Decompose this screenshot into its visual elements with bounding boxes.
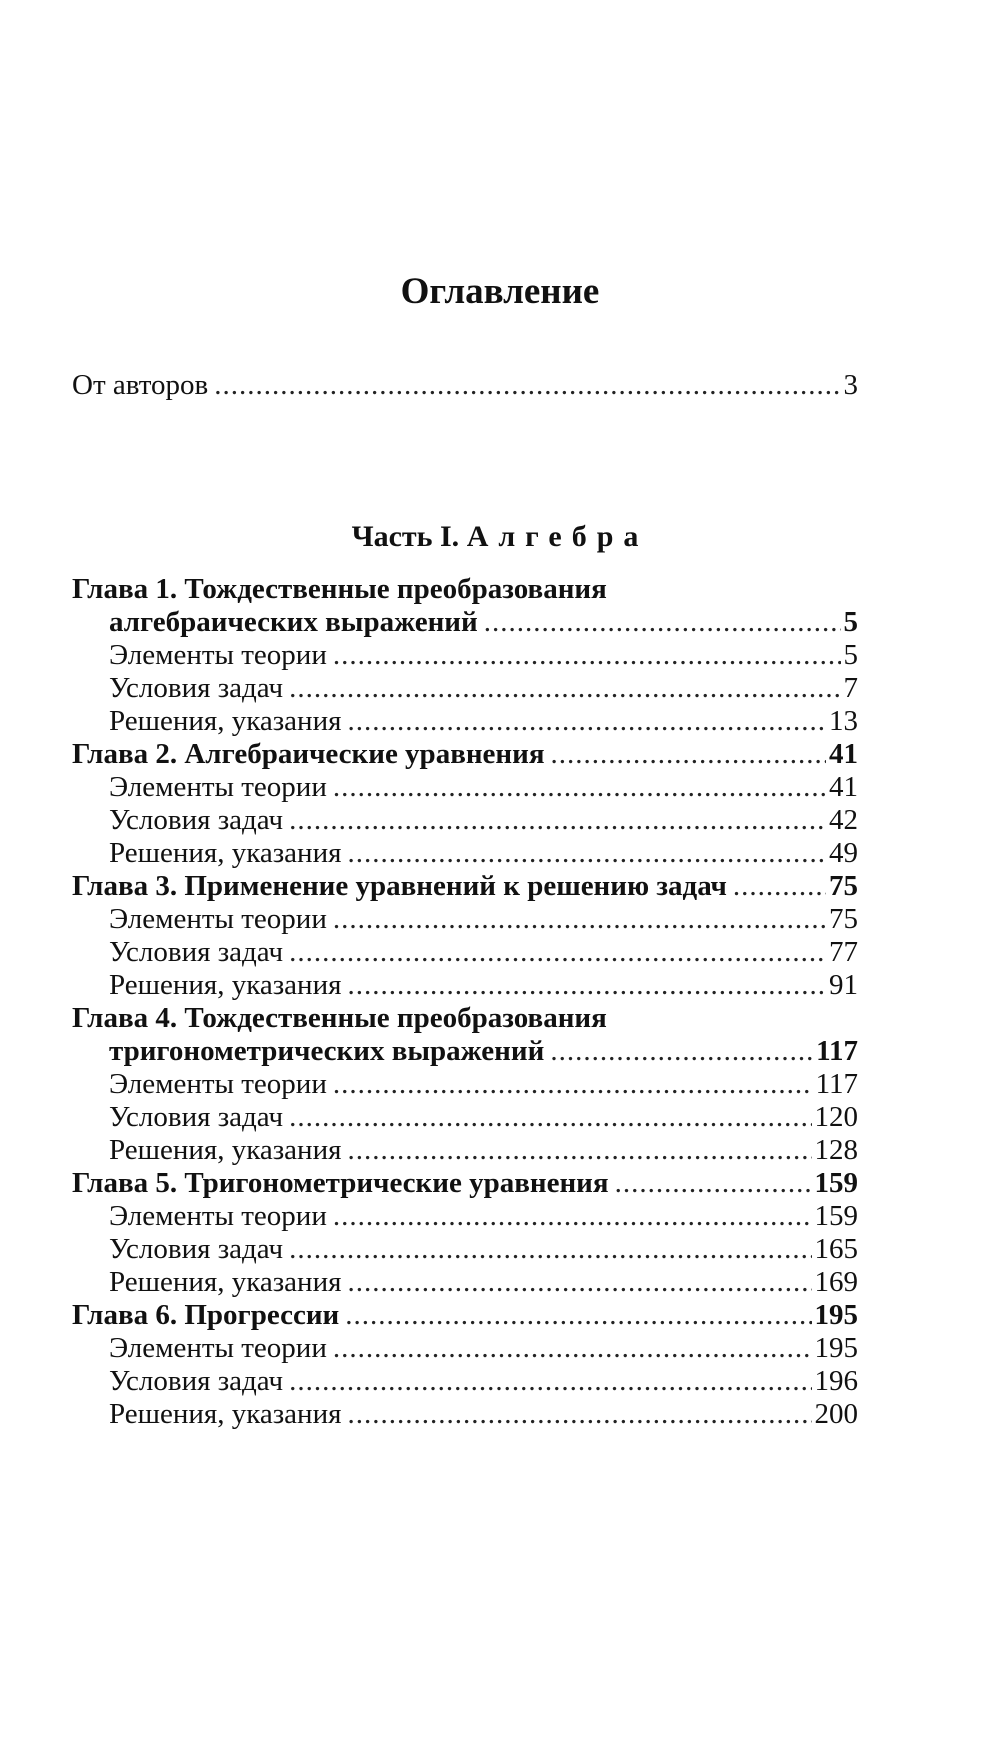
chapter-2-page: 41 — [829, 738, 858, 770]
chapter-2-entry[interactable] — [72, 736, 858, 772]
section-page: 128 — [814, 1134, 858, 1166]
part-heading — [0, 520, 1000, 554]
section-5-1[interactable] — [109, 1198, 858, 1234]
section-label: Элементы теории — [109, 1068, 327, 1100]
chapter-6-page: 195 — [814, 1299, 858, 1331]
section-label: Элементы теории — [109, 1332, 327, 1364]
section-3-3[interactable] — [109, 967, 858, 1003]
leader-dots — [289, 934, 826, 970]
toc-entry-intro[interactable] — [72, 367, 858, 403]
leader-dots — [733, 868, 826, 904]
leader-dots — [289, 1363, 811, 1399]
chapter-5-page: 159 — [814, 1167, 858, 1199]
section-label: Решения, указания — [109, 969, 342, 1001]
section-1-2[interactable] — [109, 670, 858, 706]
section-page: 49 — [829, 837, 858, 869]
page-title: Оглавление — [400, 271, 600, 312]
section-page: 75 — [829, 903, 858, 935]
section-label: Элементы теории — [109, 903, 327, 935]
section-label: Элементы теории — [109, 771, 327, 803]
leader-dots — [347, 1396, 811, 1432]
section-label: Условия задач — [109, 804, 284, 836]
section-1-1[interactable] — [109, 637, 858, 673]
leader-dots — [333, 769, 826, 805]
leader-dots — [347, 1132, 811, 1168]
section-label: Условия задач — [109, 672, 284, 704]
section-label: Условия задач — [109, 1233, 284, 1265]
chapter-1-title-line1[interactable]: Глава 1. Тождественные преобразования — [72, 573, 607, 605]
section-4-3[interactable] — [109, 1132, 858, 1168]
leader-dots — [333, 901, 826, 937]
leader-dots — [289, 1099, 811, 1135]
chapter-5-title: Глава 5. Тригонометрические уравнения — [72, 1167, 609, 1199]
toc-page-number: 3 — [843, 369, 858, 401]
section-6-1[interactable] — [109, 1330, 858, 1366]
chapter-2-title: Глава 2. Алгебраические уравнения — [72, 738, 545, 770]
toc-entry-label: От авторов — [72, 369, 209, 401]
leader-dots — [333, 1066, 813, 1102]
section-page: 5 — [843, 639, 858, 671]
leader-dots — [333, 1330, 812, 1366]
leader-dots — [550, 1033, 813, 1069]
section-label: Решения, указания — [109, 1134, 342, 1166]
section-6-2[interactable] — [109, 1363, 858, 1399]
section-3-2[interactable] — [109, 934, 858, 970]
section-2-3[interactable] — [109, 835, 858, 871]
chapter-6-title: Глава 6. Прогрессии — [72, 1299, 340, 1331]
section-label: Условия задач — [109, 1365, 284, 1397]
section-label: Решения, указания — [109, 705, 342, 737]
section-2-2[interactable] — [109, 802, 858, 838]
section-5-3[interactable] — [109, 1264, 858, 1300]
section-page: 13 — [829, 705, 858, 737]
section-label: Решения, указания — [109, 1266, 342, 1298]
section-page: 200 — [814, 1398, 858, 1430]
section-3-1[interactable] — [109, 901, 858, 937]
section-6-3[interactable] — [109, 1396, 858, 1432]
chapter-1-title-line2: алгебраических выражений — [109, 606, 478, 638]
leader-dots — [347, 967, 826, 1003]
leader-dots — [551, 736, 826, 772]
part-name: Алгебра — [466, 520, 649, 553]
section-1-3[interactable] — [109, 703, 858, 739]
section-label: Решения, указания — [109, 837, 342, 869]
section-page: 91 — [829, 969, 858, 1001]
section-page: 196 — [814, 1365, 858, 1397]
chapter-3-page: 75 — [829, 870, 858, 902]
section-label: Решения, указания — [109, 1398, 342, 1430]
section-label: Элементы теории — [109, 639, 327, 671]
section-page: 41 — [829, 771, 858, 803]
chapter-3-title: Глава 3. Применение уравнений к решению задач — [72, 870, 727, 902]
leader-dots — [289, 670, 840, 706]
leader-dots — [615, 1165, 812, 1201]
chapter-5-entry[interactable] — [72, 1165, 858, 1201]
chapter-4-title-line1[interactable]: Глава 4. Тождественные преобразования — [72, 1002, 607, 1034]
section-page: 77 — [829, 936, 858, 968]
chapter-1-entry[interactable] — [109, 604, 858, 640]
leader-dots — [347, 1264, 811, 1300]
leader-dots — [289, 802, 826, 838]
section-4-2[interactable] — [109, 1099, 858, 1135]
leader-dots — [289, 1231, 811, 1267]
section-page: 159 — [814, 1200, 858, 1232]
section-page: 42 — [829, 804, 858, 836]
section-2-1[interactable] — [109, 769, 858, 805]
leader-dots — [345, 1297, 811, 1333]
section-4-1[interactable] — [109, 1066, 858, 1102]
chapter-4-title-line2: тригонометрических выражений — [109, 1035, 545, 1067]
section-page: 120 — [814, 1101, 858, 1133]
chapter-6-entry[interactable] — [72, 1297, 858, 1333]
section-label: Условия задач — [109, 1101, 284, 1133]
section-page: 195 — [814, 1332, 858, 1364]
chapter-4-entry[interactable] — [109, 1033, 858, 1069]
chapter-3-entry[interactable] — [72, 868, 858, 904]
chapter-1-page: 5 — [843, 606, 858, 638]
leader-dots — [214, 367, 840, 403]
leader-dots — [347, 835, 826, 871]
section-label: Элементы теории — [109, 1200, 327, 1232]
leader-dots — [333, 637, 841, 673]
leader-dots — [347, 703, 826, 739]
section-page: 169 — [814, 1266, 858, 1298]
section-page: 165 — [814, 1233, 858, 1265]
chapter-4-page: 117 — [816, 1035, 858, 1067]
section-page: 117 — [815, 1068, 858, 1100]
leader-dots — [484, 604, 841, 640]
leader-dots — [333, 1198, 812, 1234]
section-label: Условия задач — [109, 936, 284, 968]
section-page: 7 — [843, 672, 858, 704]
section-5-2[interactable] — [109, 1231, 858, 1267]
part-prefix: Часть I. — [351, 520, 460, 553]
